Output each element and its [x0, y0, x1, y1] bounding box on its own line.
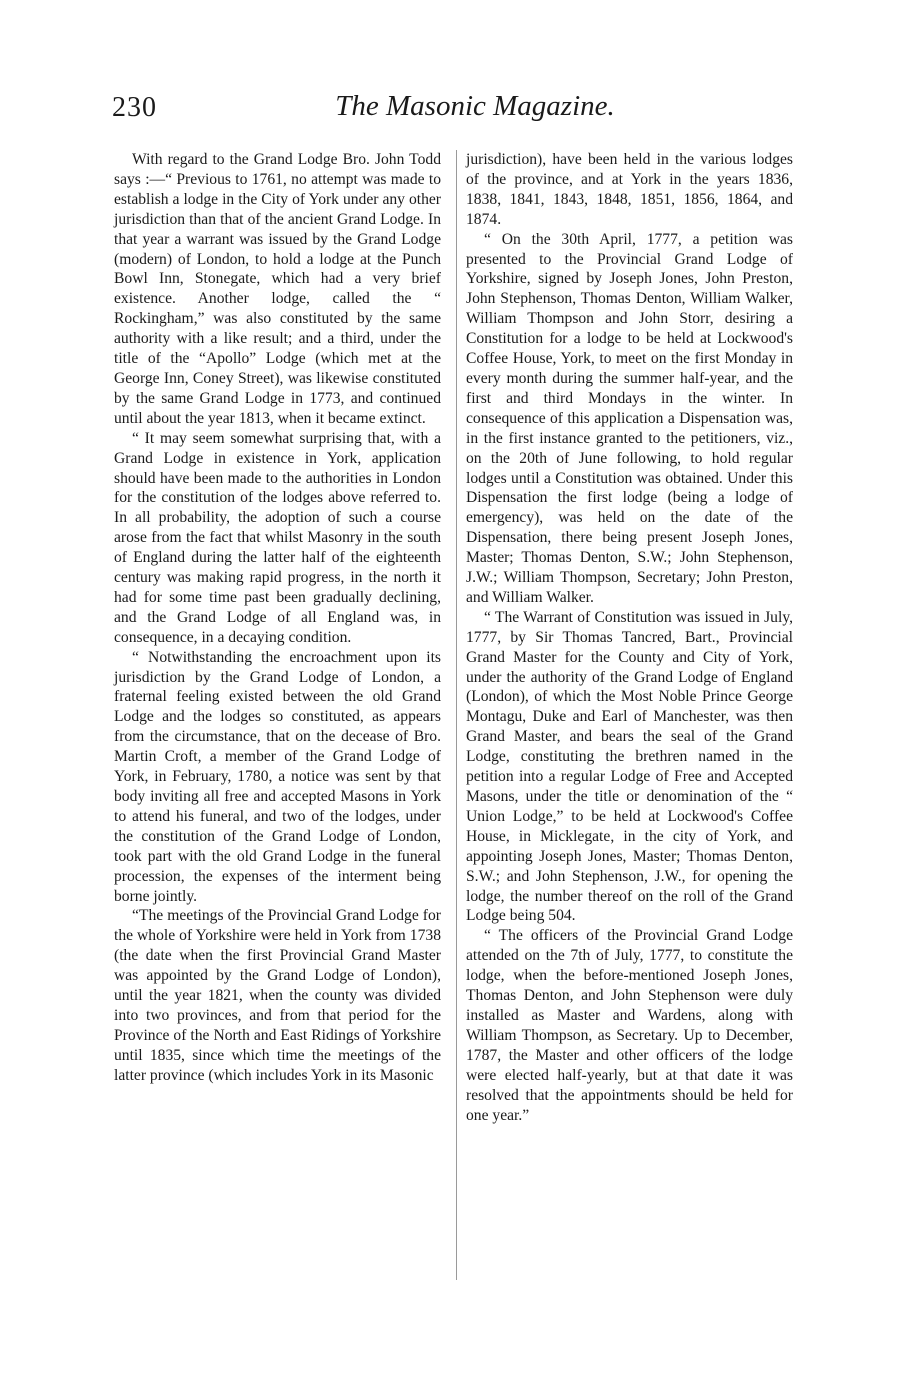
column-divider — [456, 150, 457, 1280]
paragraph: “ Notwithstanding the encroachment upon its jurisdiction by the Grand Lodge of London, a fraternal feeling existed between the old Grand Lodge and the lodges so constituted, as appears from the circumstance, that on the decease of Bro. Martin Croft, a member of the Grand Lodge of York, in February, 1780, a notice was sent by that body inviting all free and accepted Masons in York to attend his funeral, and two of the lodges, under the constitution of the Grand Lodge of London, took part with the old Grand Lodge in the funeral procession, the expenses of the interment being borne jointly. — [114, 648, 441, 905]
paragraph: “The meetings of the Provincial Grand Lodge for the whole of Yorkshire were held in York from 1738 (the date when the first Provincial Grand Master was appointed by the Grand Lodge of London), until the year 1821, when the county was divided into two provinces, and from that period for the Province of the North and East Ridings of Yorkshire until 1835, since which time the meetings of the latter province (which includes York in its Masonic — [114, 907, 441, 1084]
paragraph: “ The Warrant of Constitution was issued in July, 1777, by Sir Thomas Tancred, Bart., Provincial Grand Master for the County and City of York, under the authority of the Grand Lodge of England (London), of which the Most Noble Prince George Montagu, Duke and Earl of Manchester, was then Grand Master, and bears the seal of the Grand Lodge, constituting the brethren named in the petition into a regular Lodge of Free and Accepted Masons, under the title or denomination of the “ Union Lodge,” to be held at Lockwood's Coffee House, in Micklegate, in the city of York, and appointing Joseph Jones, Master; Thomas Denton, S.W.; and John Stephenson, J.W., for opening the lodge, the number thereof on the roll of the Grand Lodge being 504. — [466, 608, 793, 925]
paragraph: jurisdiction), have been held in the various lodges of the province, and at York in the years 1836, 1838, 1841, 1843, 1848, 1851, 1856, 1864, and 1874. — [466, 151, 793, 228]
paragraph: “ On the 30th April, 1777, a petition was presented to the Provincial Grand Lodge of Yorkshire, signed by Joseph Jones, John Preston, John Stephenson, Thomas Denton, William Walker, William Thompson and John Storr, desiring a Constitution for a lodge to be held at Lockwood's Coffee House, York, to meet on the first Monday in every month during the summer half-year, and the first and third Mondays in the winter. In consequence of this application a Dispensation was, in the first instance granted to the petitioners, viz., on the 20th of June following, to hold regular lodges until a Constitution was obtained. Under this Dispensation the first lodge (being a lodge of emergency), was held on the date of the Dispensation, there being present Joseph Jones, Master; Thomas Denton, S.W.; John Stephenson, J.W.; William Thompson, Secretary; John Preston, and William Walker. — [466, 230, 793, 606]
paragraph: “ It may seem somewhat surprising that, with a Grand Lodge in existence in York, application should have been made to the authorities in London for the constitution of the lodges above referred to. In all probability, the adoption of such a course arose from the fact that whilst Masonry in the south of England during the latter half of the eighteenth century was making rapid progress, in the north it had for some time past been gradually declining, and the Grand Lodge of all England was, in consequence, in a decaying condition. — [114, 429, 441, 646]
right-column — [466, 150, 793, 1125]
paragraph: “ The officers of the Provincial Grand Lodge attended on the 7th of July, 1777, to constitute the lodge, when the before-mentioned Joseph Jones, Thomas Denton, and John Stephenson were duly installed as Master and Wardens, along with William Thompson, as Secretary. Up to December, 1787, the Master and other officers of the lodge were elected half-yearly, but at that date it was resolved that the appointments should be held for one year.” — [466, 927, 793, 1124]
left-column — [114, 150, 441, 1086]
running-title: The Masonic Magazine. — [335, 90, 615, 122]
page-number: 230 — [112, 92, 157, 123]
paragraph: With regard to the Grand Lodge Bro. John Todd says :—“ Previous to 1761, no attempt was made to establish a lodge in the City of York under any other jurisdiction than that of the ancient Grand Lodge. In that year a warrant was issued by the Grand Lodge (modern) of London, to hold a lodge at the Punch Bowl Inn, Stonegate, which had a very brief existence. Another lodge, called the “ Rockingham,” was also constituted by the same authority with a like result; and a third, under the title of the “Apollo” Lodge (which met at the George Inn, Coney Street), was likewise constituted by the same Grand Lodge in 1773, and continued until about the year 1813, when it became extinct. — [114, 151, 441, 427]
